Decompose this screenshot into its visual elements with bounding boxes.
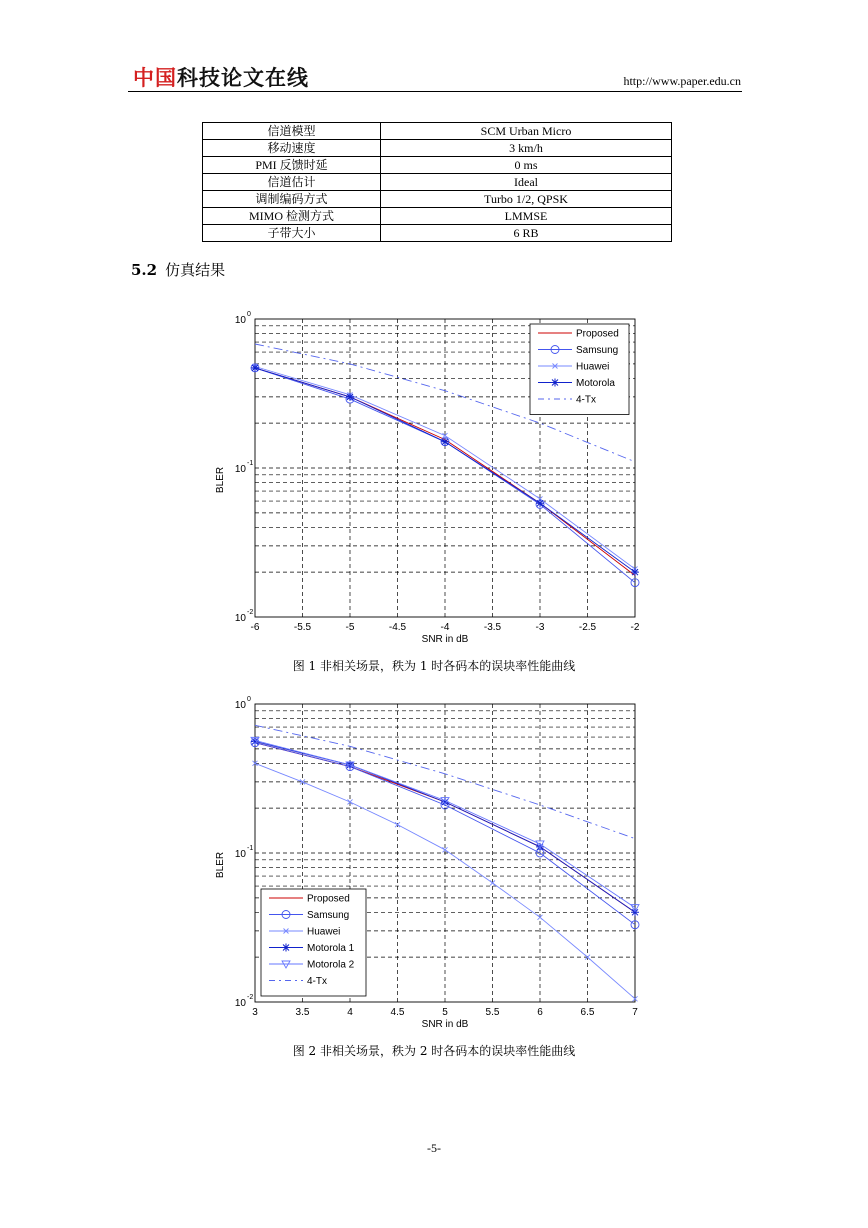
figure-2-bler-chart (0, 685, 868, 1035)
table-cell: Ideal (381, 174, 672, 191)
legend-label: Huawei (576, 361, 610, 373)
x-tick-label: -4 (440, 622, 450, 633)
table-row (203, 174, 672, 191)
x-tick-label: -3.5 (483, 622, 502, 633)
table-cell: 子带大小 (203, 225, 381, 242)
x-tick-label: 3 (252, 1007, 258, 1018)
y-tick-label: 10 (234, 315, 246, 326)
x-axis-label: SNR in dB (421, 1019, 469, 1030)
y-tick-label: 10 (234, 998, 246, 1009)
legend-label: Proposed (576, 328, 619, 340)
legend-label: Motorola 2 (307, 959, 355, 971)
data-point (251, 364, 259, 372)
x-tick-label: 7 (632, 1007, 638, 1018)
y-tick-label: 10 (234, 700, 246, 711)
journal-logo (133, 62, 309, 92)
y-tick-label: 10 (234, 464, 246, 475)
y-tick-exponent: -2 (247, 609, 254, 616)
page-number: -5- (427, 1141, 441, 1155)
x-tick-label: -2 (630, 622, 640, 633)
legend-label: 4-Tx (576, 394, 596, 406)
legend-label: Samsung (307, 910, 350, 921)
x-tick-label: 4 (347, 1007, 353, 1018)
legend-marker (551, 379, 559, 387)
table-row (203, 191, 672, 208)
table-row (203, 140, 672, 157)
table-cell: PMI 反馈时延 (203, 157, 381, 174)
section-title-text: 仿真结果 (165, 261, 226, 279)
x-tick-label: -5 (345, 622, 355, 633)
figure-1-caption: 图 1 非相关场景，秩为 1 时各码本的误块率性能曲线 (292, 659, 576, 673)
legend-label: Samsung (576, 345, 619, 356)
table-cell: 移动速度 (203, 140, 381, 157)
table-cell: SCM Urban Micro (381, 123, 672, 140)
legend-label: Proposed (307, 893, 350, 905)
legend-label: 4-Tx (307, 976, 327, 987)
figure-2-caption: 图 2 非相关场景，秩为 2 时各码本的误块率性能曲线 (292, 1044, 576, 1058)
header-rule (128, 91, 742, 92)
data-point (536, 499, 544, 507)
x-tick-label: 5 (442, 1007, 448, 1018)
table-row (203, 225, 672, 242)
x-axis-label: SNR in dB (421, 634, 469, 645)
header-url[interactable]: http://www.paper.edu.cn (623, 74, 741, 88)
x-tick-label: 6.5 (580, 1007, 595, 1018)
table-row (203, 157, 672, 174)
table-cell: Turbo 1/2, QPSK (381, 191, 672, 208)
x-tick-label: 3.5 (295, 1007, 310, 1018)
section-number: 5.2 (131, 261, 158, 279)
y-axis-label: BLER (215, 851, 226, 879)
x-tick-label: -2.5 (578, 622, 597, 633)
y-axis-label: BLER (215, 466, 226, 494)
table-row (203, 123, 672, 140)
x-tick-label: -5.5 (293, 622, 312, 633)
table-cell: MIMO 检测方式 (203, 208, 381, 225)
table-cell: 信道估计 (203, 174, 381, 191)
y-tick-exponent: 0 (247, 311, 251, 318)
y-tick-label: 10 (234, 849, 246, 860)
legend-label: Motorola 1 (307, 943, 355, 954)
figure-1-bler-chart (0, 300, 868, 650)
legend-label: Huawei (307, 926, 341, 938)
logo-black-text: 科技论文在线 (177, 66, 309, 90)
table-cell: LMMSE (381, 208, 672, 225)
logo-red-text: 中国 (133, 66, 177, 90)
table-cell: 6 RB (381, 225, 672, 242)
table-row (203, 208, 672, 225)
chart-legend (530, 324, 629, 415)
x-tick-label: 6 (537, 1007, 543, 1018)
x-tick-label: 5.5 (485, 1007, 500, 1018)
legend-label: Motorola (576, 378, 615, 389)
data-point (346, 393, 354, 401)
simulation-parameters-table (202, 122, 672, 242)
x-tick-label: -6 (250, 622, 260, 633)
y-tick-exponent: -2 (247, 994, 254, 1001)
section-heading (131, 259, 225, 280)
y-tick-exponent: -1 (247, 460, 254, 467)
x-tick-label: -4.5 (388, 622, 407, 633)
table-cell: 信道模型 (203, 123, 381, 140)
x-tick-label: -3 (535, 622, 545, 633)
table-cell: 0 ms (381, 157, 672, 174)
data-point (441, 438, 449, 446)
y-tick-exponent: 0 (247, 696, 251, 703)
y-tick-label: 10 (234, 613, 246, 624)
table-cell: 调制编码方式 (203, 191, 381, 208)
x-tick-label: 4.5 (390, 1007, 405, 1018)
data-point (631, 568, 639, 576)
table-cell: 3 km/h (381, 140, 672, 157)
legend-marker (282, 944, 290, 952)
chart-legend (261, 889, 366, 996)
y-tick-exponent: -1 (247, 845, 254, 852)
